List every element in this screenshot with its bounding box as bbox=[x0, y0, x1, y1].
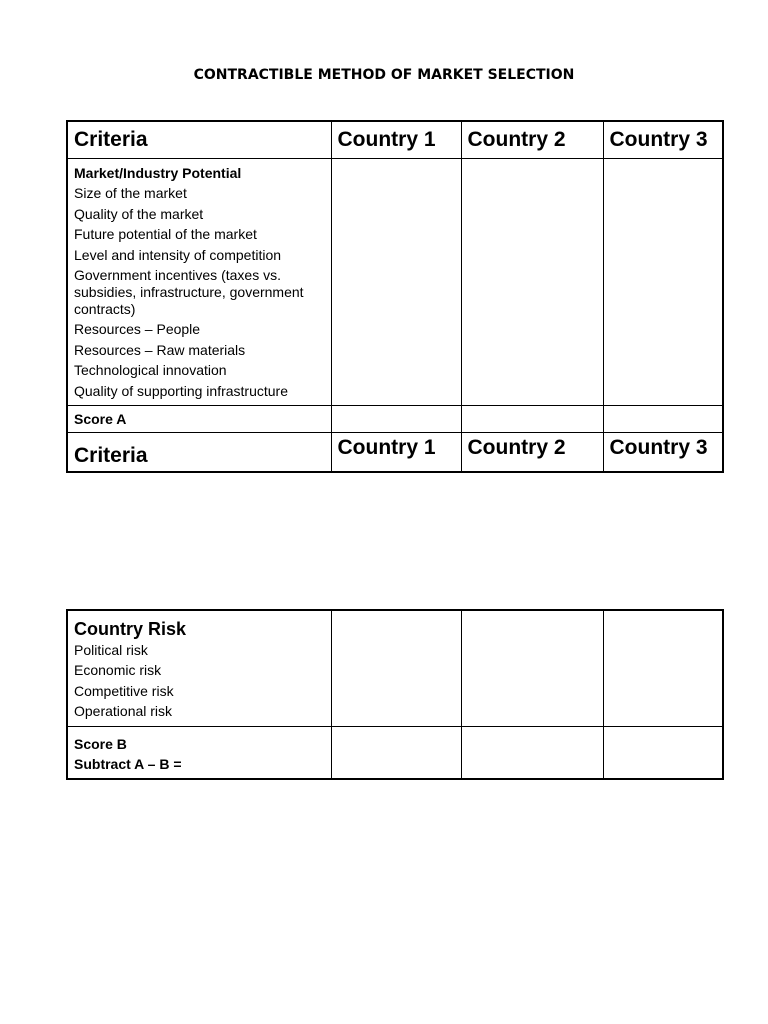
repeat-header-row bbox=[67, 432, 723, 472]
risk-item: Competitive risk bbox=[74, 682, 174, 699]
criteria-item: Resources – Raw materials bbox=[74, 341, 246, 358]
criteria-item: Size of the market bbox=[74, 185, 187, 202]
country-risk-table bbox=[66, 609, 724, 780]
score-a-country-2[interactable] bbox=[461, 405, 603, 432]
repeat-header-country-2: Country 2 bbox=[461, 432, 603, 472]
score-b-country-3[interactable] bbox=[603, 726, 723, 779]
risk-country-3-cell[interactable] bbox=[603, 610, 723, 726]
criteria-item: Technological innovation bbox=[74, 362, 227, 379]
score-b-cell bbox=[67, 726, 331, 779]
header-criteria: Criteria bbox=[67, 121, 331, 159]
risk-item: Political risk bbox=[74, 642, 148, 658]
score-b-label: Score B bbox=[74, 735, 127, 752]
criteria-row bbox=[67, 159, 723, 406]
score-a-row bbox=[67, 405, 723, 432]
risk-list-cell bbox=[67, 610, 331, 726]
subtract-label: Subtract A – B = bbox=[74, 755, 182, 772]
score-a-label: Score A bbox=[67, 405, 331, 432]
country-3-cell[interactable] bbox=[603, 159, 723, 406]
country-1-cell[interactable] bbox=[331, 159, 461, 406]
header-country-2: Country 2 bbox=[461, 121, 603, 159]
score-b-country-1[interactable] bbox=[331, 726, 461, 779]
criteria-item: Level and intensity of competition bbox=[74, 246, 282, 263]
risk-item: Operational risk bbox=[74, 703, 173, 720]
criteria-item: Government incentives (taxes vs. subsidies, infrastructure, government contracts) bbox=[74, 266, 304, 317]
criteria-item: Resources – People bbox=[74, 321, 201, 338]
section-heading: Market/Industry Potential bbox=[74, 165, 242, 181]
repeat-header-country-3: Country 3 bbox=[603, 432, 723, 472]
risk-country-1-cell[interactable] bbox=[331, 610, 461, 726]
criteria-item: Future potential of the market bbox=[74, 226, 257, 243]
score-a-country-1[interactable] bbox=[331, 405, 461, 432]
country-2-cell[interactable] bbox=[461, 159, 603, 406]
header-country-1: Country 1 bbox=[331, 121, 461, 159]
repeat-header-criteria: Criteria bbox=[67, 432, 331, 472]
document-title: CONTRACTIBLE METHOD OF MARKET SELECTION bbox=[193, 67, 575, 83]
criteria-item: Quality of supporting infrastructure bbox=[74, 382, 288, 399]
criteria-table-a bbox=[66, 120, 724, 473]
risk-country-2-cell[interactable] bbox=[461, 610, 603, 726]
header-row bbox=[67, 121, 723, 159]
header-country-3: Country 3 bbox=[603, 121, 723, 159]
score-b-country-2[interactable] bbox=[461, 726, 603, 779]
risk-heading: Country Risk bbox=[74, 619, 187, 639]
risk-row bbox=[67, 610, 723, 726]
criteria-list-cell bbox=[67, 159, 331, 406]
criteria-item: Quality of the market bbox=[74, 205, 204, 222]
risk-item: Economic risk bbox=[74, 662, 162, 679]
repeat-header-country-1: Country 1 bbox=[331, 432, 461, 472]
score-a-country-3[interactable] bbox=[603, 405, 723, 432]
score-b-row bbox=[67, 726, 723, 779]
